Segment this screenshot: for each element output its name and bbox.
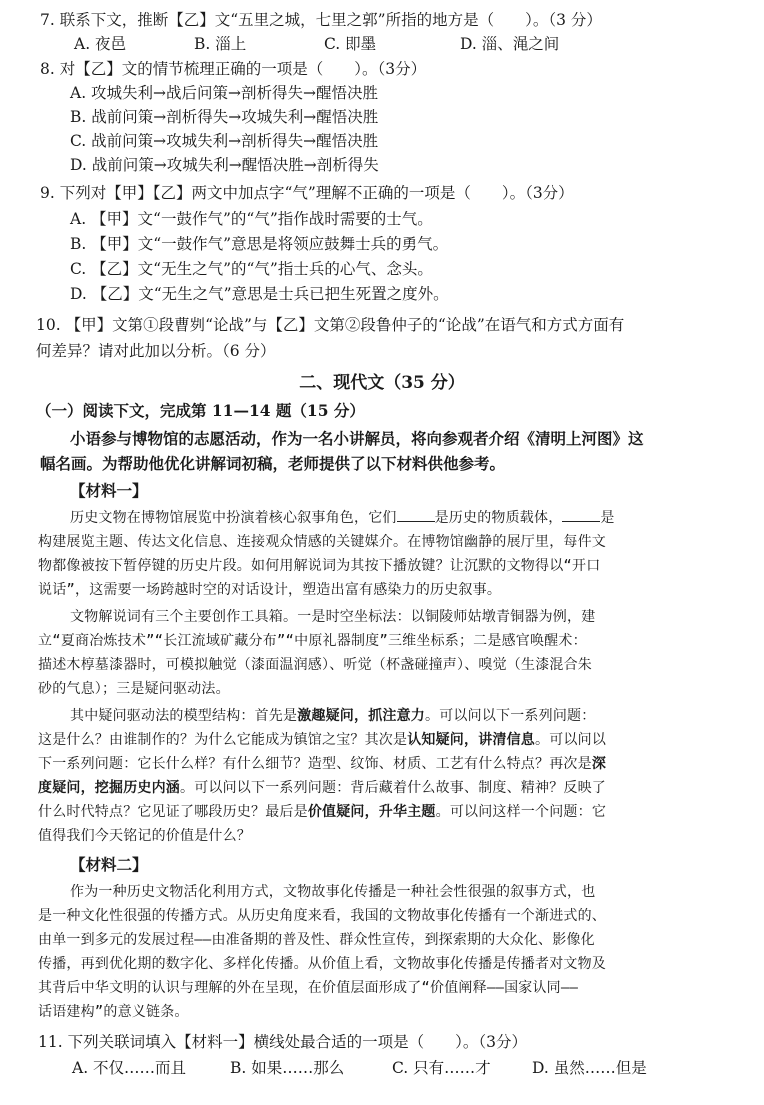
- text-segment: 下一系列问题：它长什么样？有什么细节？造型、纹饰、材质、工艺有什么特点？再次是: [38, 756, 592, 772]
- text-segment: 其中疑问驱动法的模型结构：首先是: [70, 708, 298, 724]
- text-segment: 是历史的物质载体，: [434, 510, 563, 526]
- option-d: D. 【乙】文“无生之气”意思是士兵已把生死置之度外。: [70, 285, 449, 303]
- option-c: C. 只有……才: [392, 1059, 491, 1077]
- material-1-p1-line-4: 说话”，这需要一场跨越时空的对话设计，塑造出富有感染力的历史叙事。: [38, 582, 502, 598]
- fill-blank: [397, 507, 435, 522]
- option-a: A. 不仅……而且: [72, 1059, 187, 1077]
- question-7-options: [74, 33, 559, 55]
- text-segment: 。可以问以下一系列问题：背后藏着什么故事、制度、精神？反映了: [180, 780, 606, 796]
- text-segment: 这是什么？由谁制作的？为什么它能成为镇馆之宝？其次是: [38, 732, 408, 748]
- material-1-p2-line-4: 砂的气息）；三是疑问驱动法。: [38, 681, 230, 697]
- question-11-options: [72, 1057, 647, 1079]
- text-segment: 是: [600, 510, 615, 526]
- question-8-stem: 8. 对【乙】文的情节梳理正确的一项是（ ）。（3分）: [40, 60, 427, 78]
- material-1-p3-line-2: [38, 729, 606, 751]
- material-1-p3-line-1: [70, 705, 595, 727]
- intro-line-2: 幅名画。为帮助他优化讲解词初稿，老师提供了以下材料供他参考。: [40, 454, 506, 473]
- section-part-heading: （一）阅读下文，完成第 11—14 题（15 分）: [36, 401, 365, 420]
- option-d: D. 战前问策→攻城失利→醒悟决胜→剖析得失: [70, 156, 379, 174]
- material-2-label: 【材料二】: [70, 855, 148, 874]
- material-1-label: 【材料一】: [70, 481, 148, 500]
- material-2-line-2: 是一种文化性很强的传播方式。从历史角度来看，我国的文物故事化传播有一个渐进式的、: [38, 908, 606, 924]
- emphasis-text: 深: [591, 756, 607, 772]
- material-2-line-1: 作为一种历史文物活化利用方式，文物故事化传播是一种社会性很强的叙事方式，也: [70, 884, 596, 900]
- question-10-line-2: 何差异？请对此加以分析。（6 分）: [36, 342, 276, 360]
- option-a: A. 【甲】文“一鼓作气”的“气”指作战时需要的士气。: [70, 210, 433, 228]
- material-2-line-5: 其背后中华文明的认识与理解的外在呈现，在价值层面形成了“价值阐释——国家认同——: [38, 980, 579, 996]
- emphasis-text: 价值疑问，升华主题: [307, 804, 436, 820]
- material-1-p1-line-2: 构建展览主题、传达文化信息、连接观众情感的关键媒介。在博物馆幽静的展厅里，每件文: [38, 534, 606, 550]
- text-segment: 。可以问以下一系列问题：: [425, 708, 596, 724]
- material-1-p3-line-4: [38, 777, 606, 799]
- option-b: B. 如果……那么: [230, 1059, 345, 1077]
- material-2-line-3: 由单一到多元的发展过程——由准备期的普及性、群众性宣传，到探索期的大众化、影像化: [38, 932, 595, 948]
- option-a: A. 攻城失利→战后问策→剖析得失→醒悟决胜: [70, 84, 379, 102]
- option-d: D. 虽然……但是: [532, 1059, 647, 1077]
- material-1-p3-line-3: [38, 753, 606, 775]
- material-1-p2-line-1: 文物解说词有三个主要创作工具箱。一是时空坐标法：以铜陵师姑墩青铜器为例，建: [70, 609, 596, 625]
- material-1-p1-line-3: 物都像被按下暂停键的历史片段。如何用解说词为其按下播放键？让沉默的文物得以“开口: [38, 558, 601, 574]
- material-1-p2-line-3: 描述木椁墓漆器时，可模拟触觉（漆面温润感）、听觉（杯盏碰撞声）、嗅觉（生漆混合朱: [38, 657, 592, 673]
- option-b: B. 淄上: [194, 35, 247, 53]
- text-segment: 。可以问这样一个问题：它: [435, 804, 607, 820]
- emphasis-text: 认知疑问，讲清信息: [407, 732, 536, 748]
- option-c: C. 战前问策→攻城失利→剖析得失→醒悟决胜: [70, 132, 379, 150]
- material-2-line-4: 传播，再到优化期的数字化、多样化传播。从价值上看，文物故事化传播是传播者对文物及: [38, 956, 606, 972]
- fill-blank: [562, 507, 600, 522]
- option-c: C. 【乙】文“无生之气”的“气”指士兵的心气、念头。: [70, 260, 433, 278]
- text-segment: 历史文物在博物馆展览中扮演着核心叙事角色，它们: [70, 510, 397, 526]
- question-10-line-1: 10. 【甲】文第①段曹刿“论战”与【乙】文第②段鲁仲子的“论战”在语气和方式方面有: [36, 316, 625, 334]
- material-1-p3-line-6: 值得我们今天铭记的价值是什么？: [38, 828, 251, 844]
- option-b: B. 【甲】文“一鼓作气”意思是将领应鼓舞士兵的勇气。: [70, 235, 449, 253]
- section-title: 二、现代文（35 分）: [299, 373, 465, 393]
- emphasis-text: 激趣疑问，抓注意力: [297, 708, 426, 724]
- option-a: A. 夜邑: [74, 35, 127, 53]
- material-1-p3-line-5: [38, 801, 606, 823]
- material-1-p1-line-1: [70, 507, 615, 529]
- emphasis-text: 度疑问，挖掘历史内涵: [38, 780, 180, 796]
- question-11-stem: 11. 下列关联词填入【材料一】横线处最合适的一项是（ ）。（3分）: [38, 1033, 527, 1051]
- option-c: C. 即墨: [324, 35, 377, 53]
- option-b: B. 战前问策→剖析得失→攻城失利→醒悟决胜: [70, 108, 379, 126]
- option-d: D. 淄、渑之间: [460, 35, 560, 53]
- text-segment: 什么时代特点？它见证了哪段历史？最后是: [38, 804, 308, 820]
- material-2-line-6: 话语建构”的意义链条。: [38, 1004, 189, 1020]
- text-segment: 。可以问以: [535, 732, 607, 748]
- question-7-stem: 7. 联系下文，推断【乙】文“五里之城，七里之郭”所指的地方是（ ）。（3 分）: [40, 11, 602, 29]
- question-9-stem: 9. 下列对【甲】【乙】两文中加点字“气”理解不正确的一项是（ ）。（3分）: [40, 184, 574, 202]
- material-1-p2-line-2: 立“夏商冶炼技术”“长江流域矿藏分布”“中原礼器制度”三维坐标系；二是感官唤醒术：: [38, 633, 587, 649]
- intro-line-1: 小语参与博物馆的志愿活动，作为一名小讲解员，将向参观者介绍《清明上河图》这: [70, 429, 644, 448]
